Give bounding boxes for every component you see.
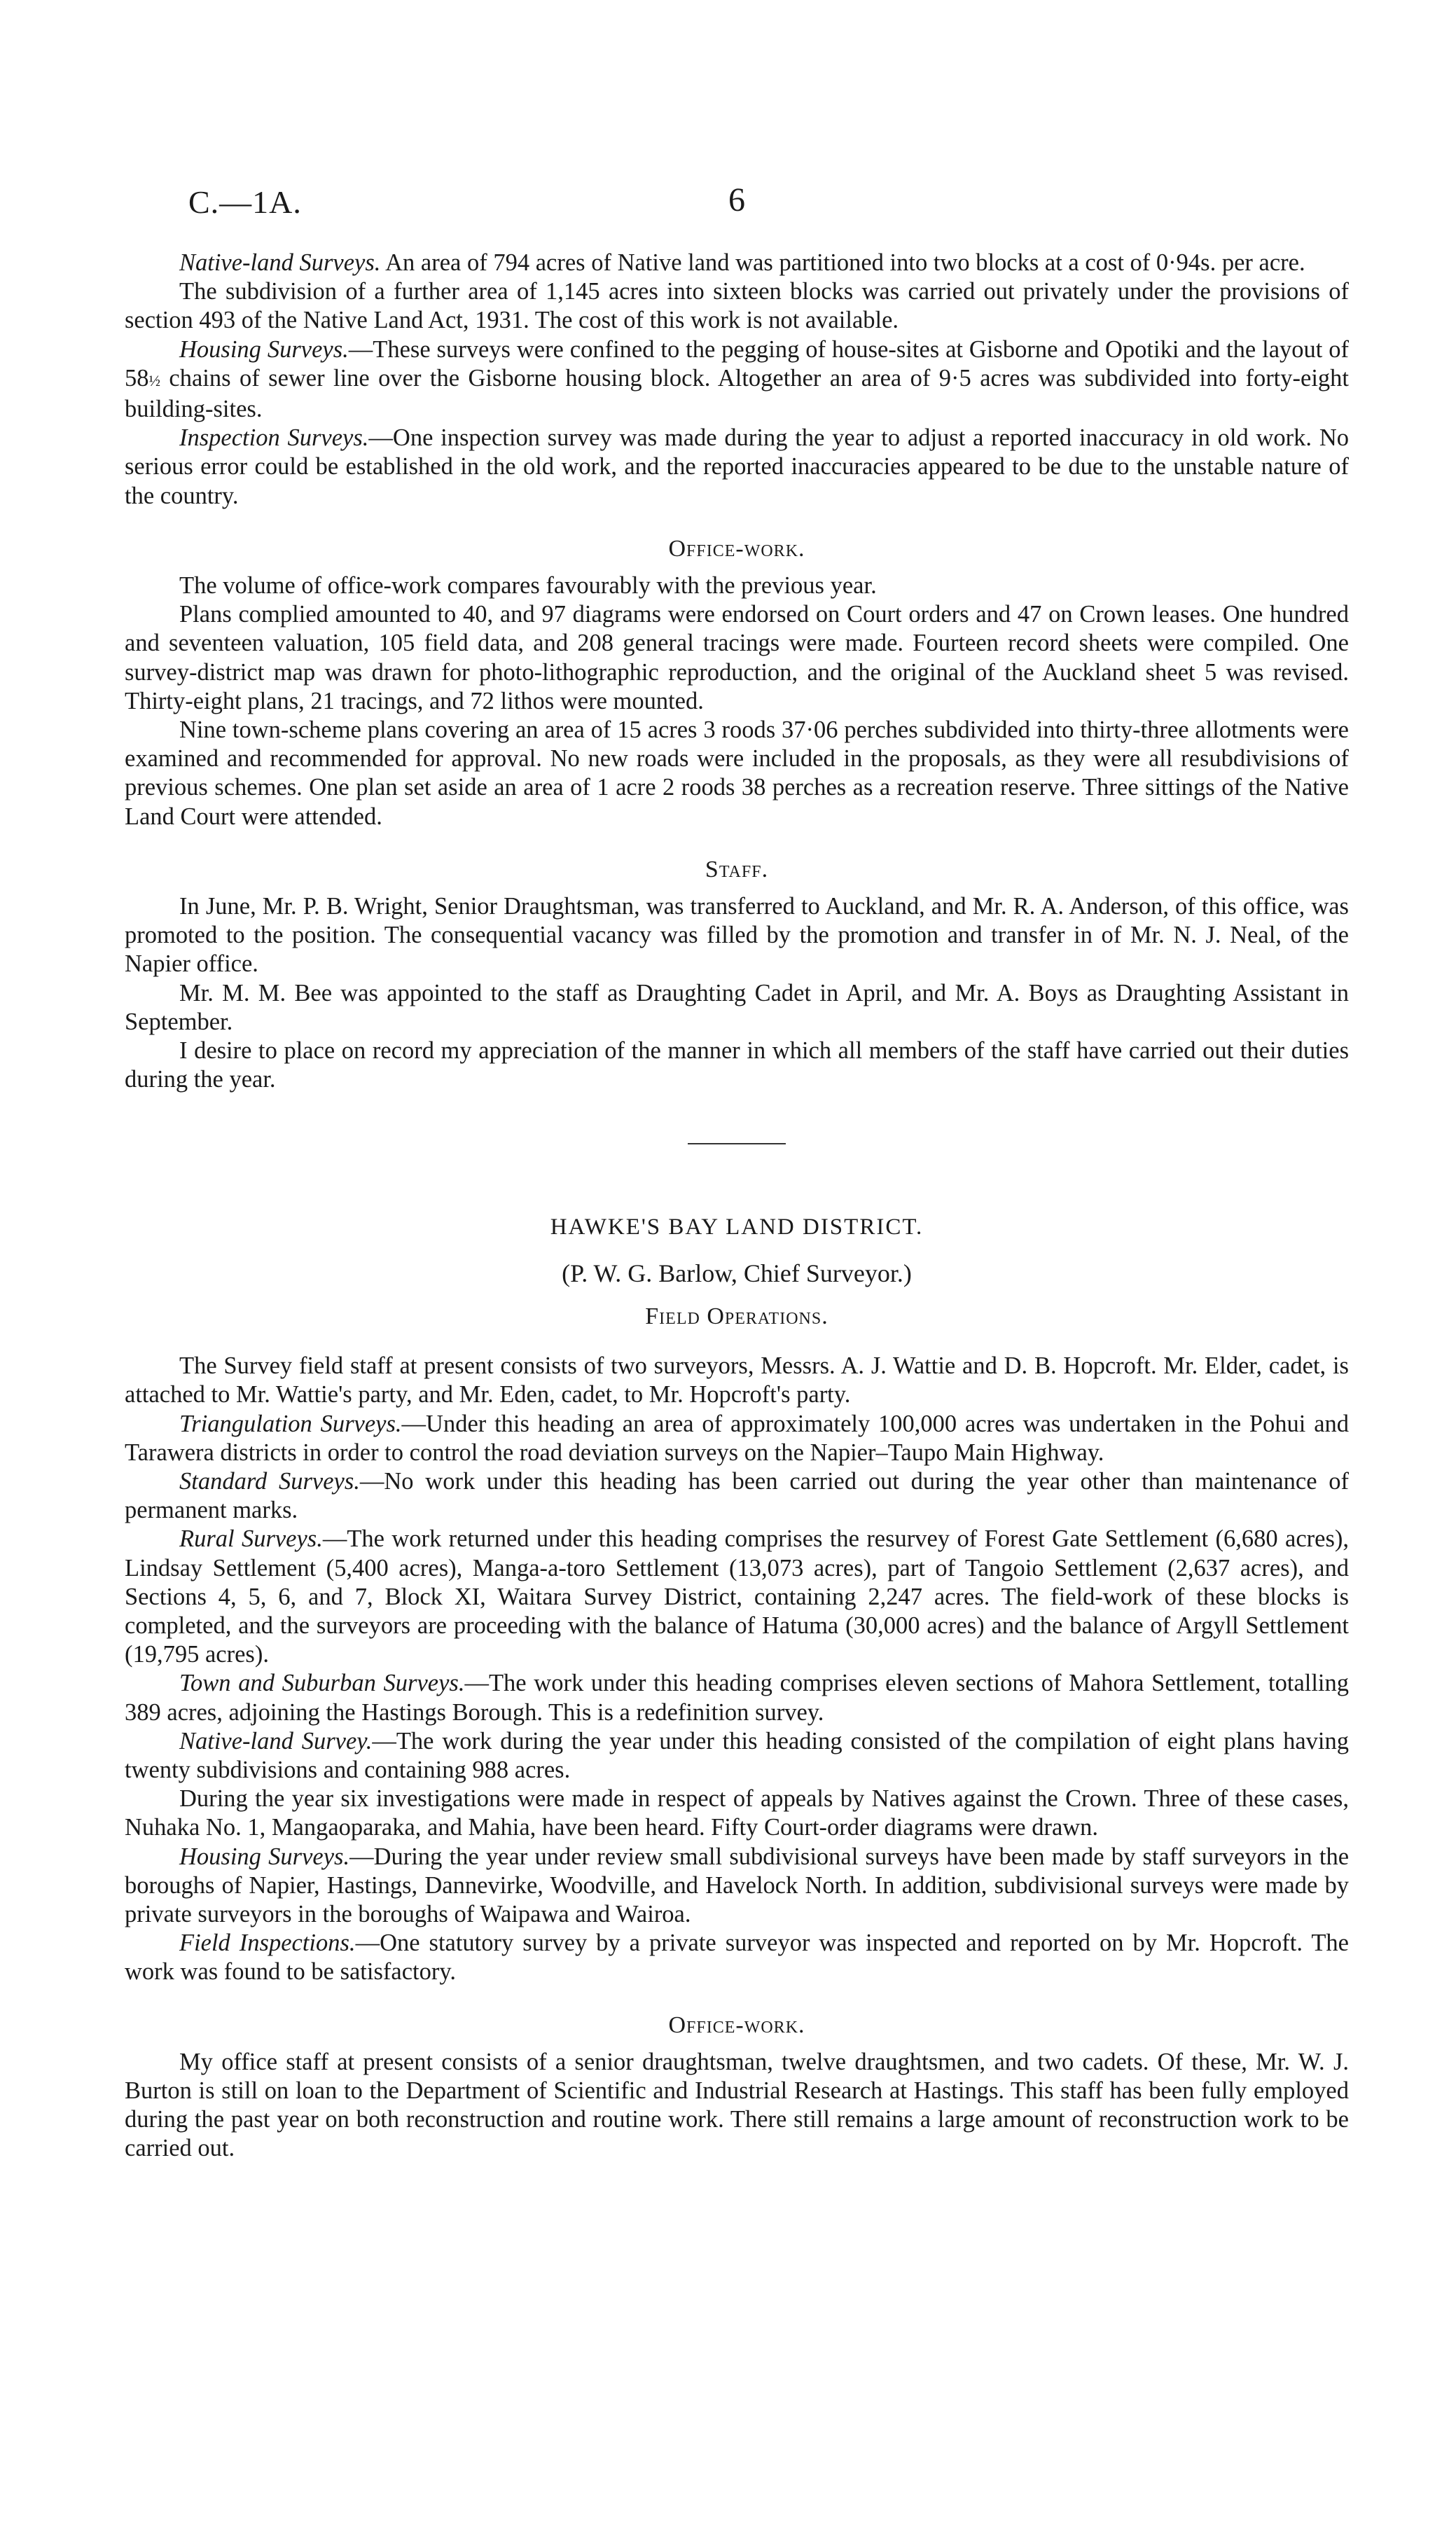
paragraph-text: —The work during the year under this heading consisted of the compilation of eight plans having twenty subdivisions and containing 988 acres. [125, 1727, 1349, 1783]
paragraph-staff-appointments: Mr. M. M. Bee was appointed to the staff as Draughting Cadet in April, and Mr. A. Boys as Draughting Assistant in September. [125, 979, 1349, 1035]
fraction: ½ [148, 371, 160, 389]
document-reference: C.—1A. [188, 184, 302, 220]
paragraph-town-scheme: Nine town-scheme plans covering an area of 15 acres 3 roods 37·06 perches subdivided into thirty-three allotments were examined and recommended for approval. No new roads were included in the proposals, as they were all resubdivisions of previous schemes. One plan set aside an area of 1 acre 2 roods 38 perches as a recreation reserve. Three sittings of the Native Land Court were attended. [125, 716, 1349, 830]
district-title: HAWKE'S BAY LAND DISTRICT. [550, 1214, 924, 1240]
page-body [125, 249, 1349, 2163]
paragraph-triangulation [125, 1410, 1349, 1467]
paragraph-lead: Field Inspections. [179, 1930, 356, 1957]
section-heading-field-operations: Field Operations. [645, 1303, 828, 1329]
paragraph-text: —During the year under review small subdivisional surveys have been made by staff surveyors in the boroughs of Napier, Hastings, Dannevirke, Woodville, and Havelock North. In addition, subdivisional surveys were made by private surveyors in the boroughs of Waipawa and Wairoa. [125, 1843, 1350, 1927]
paragraph-town-suburban [125, 1669, 1349, 1726]
paragraph-text: —One inspection survey was made during the year to adjust a reported inaccuracy in old work. No serious error could be established in the old work, and the reported inaccuracies appeared to be due to the unstable nature of the country. [125, 424, 1349, 509]
paragraph-text: —One statutory survey by a private surveyor was inspected and reported on by Mr. Hopcroft. The work was found to be satisfactory. [125, 1930, 1349, 1986]
paragraph-lead: Housing Surveys. [179, 335, 349, 363]
paragraph-text: An area of 794 acres of Native land was partitioned into two blocks at a cost of 0·94s. per acre. [380, 249, 1305, 276]
paragraph-text: —The work returned under this heading comprises the resurvey of Forest Gate Settlement (6,680 acres), Lindsay Settlement (5,400 acres), Manga-a-toro Settlement (13,073 acres), part of Tangoio Settlement (2,637 acres), and Sections 4, 5, 6, and 7, Block XI, Waitara Survey District, containing 2,247 acres. The field-work of these blocks is completed, and the surveyors are proceeding with the balance of Hatuma (30,000 acres) and the balance of Argyll Settlement (19,795 acres). [125, 1525, 1349, 1668]
paragraph-office-staff: My office staff at present consists of a senior draughtsman, twelve draughtsmen, and two cadets. Of these, Mr. W. J. Burton is still on loan to the Department of Scientific and Industrial Research at Hastings. This staff has been fully employed during the past year on both reconstruction and routine work. There still remains a large amount of reconstruction work to be carried out. [125, 2048, 1349, 2162]
section-heading-office-work: Office-work. [668, 535, 805, 562]
paragraph-text: —Under this heading an area of approximately 100,000 acres was undertaken in the Pohui and Tarawera districts in order to control the road deviation surveys on the Napier–Taupo Main Highway. [125, 1410, 1350, 1466]
paragraph-text: —The work under this heading comprises eleven sections of Mahora Settlement, totalling 389 acres, adjoining the Hastings Borough. This is a redefinition survey. [125, 1670, 1350, 1726]
paragraph-lead: Triangulation Surveys. [179, 1410, 402, 1437]
paragraph-lead: Rural Surveys. [179, 1525, 323, 1553]
paragraph-inspection-surveys [125, 424, 1349, 511]
section-divider [688, 1143, 786, 1144]
section-heading-office-work-hb: Office-work. [668, 2012, 805, 2038]
paragraph-lead: Native-land Surveys. [179, 249, 381, 276]
paragraph-lead: Standard Surveys. [179, 1467, 360, 1495]
paragraph-housing-surveys-hb [125, 1843, 1349, 1930]
paragraph-subdivision: The subdivision of a further area of 1,145 acres into sixteen blocks was carried out privately under the provisions of section 493 of the Native Land Act, 1931. The cost of this work is not available. [125, 278, 1349, 334]
paragraph-lead: Housing Surveys. [179, 1843, 350, 1870]
paragraph-native-land-survey [125, 1727, 1349, 1785]
paragraph-housing-surveys [125, 335, 1349, 424]
paragraph-text: chains of sewer line over the Gisborne housing block. Altogether an area of 9·5 acres was subdivided into forty-eight building-sites. [125, 364, 1349, 423]
paragraph-lead: Inspection Surveys. [179, 424, 369, 452]
page-number: 6 [728, 181, 745, 219]
paragraph-text: —These surveys were confined to the pegging of house-sites at Gisborne and Opotiki and the layout of 58 [125, 335, 1349, 392]
section-heading-staff: Staff. [705, 856, 769, 882]
chief-surveyor: (P. W. G. Barlow, Chief Surveyor.) [562, 1259, 912, 1287]
paragraph-text: —No work under this heading has been carried out during the year other than maintenance of permanent marks. [125, 1467, 1349, 1524]
paragraph-native-land-surveys [125, 249, 1349, 277]
paragraph-rural-surveys [125, 1525, 1349, 1669]
paragraph-investigations: During the year six investigations were made in respect of appeals by Natives against the Crown. Three of these cases, Nuhaka No. 1, Mangaoparaka, and Mahia, have been heard. Fifty Court-order diagrams were drawn. [125, 1785, 1349, 1841]
paragraph-office-volume: The volume of office-work compares favourably with the previous year. [179, 572, 877, 600]
paragraph-staff-transfer: In June, Mr. P. B. Wright, Senior Draughtsman, was transferred to Auckland, and Mr. R. A. Anderson, of this office, was promoted to the position. The consequential vacancy was filled by the promotion and transfer in of Mr. N. J. Neal, of the Napier office. [125, 893, 1349, 978]
paragraph-lead: Native-land Survey. [179, 1727, 373, 1754]
paragraph-field-staff: The Survey field staff at present consists of two surveyors, Messrs. A. J. Wattie and D. B. Hopcroft. Mr. Elder, cadet, is attached to Mr. Wattie's party, and Mr. Eden, cadet, to Mr. Hopcroft's party. [125, 1352, 1349, 1408]
paragraph-plans-compiled: Plans complied amounted to 40, and 97 diagrams were endorsed on Court orders and 47 on Crown leases. One hundred and seventeen valuation, 105 field data, and 208 general tracings were made. Fourteen record sheets were compiled. One survey-district map was drawn for photo-lithographic reproduction, and the original of the Auckland sheet 5 was revised. Thirty-eight plans, 21 tracings, and 72 lithos were mounted. [125, 601, 1349, 714]
paragraph-staff-appreciation: I desire to place on record my appreciation of the manner in which all members of the staff have carried out their duties during the year. [125, 1037, 1349, 1093]
paragraph-standard-surveys [125, 1467, 1349, 1525]
paragraph-lead: Town and Suburban Surveys. [179, 1670, 465, 1697]
paragraph-field-inspections [125, 1929, 1349, 1986]
